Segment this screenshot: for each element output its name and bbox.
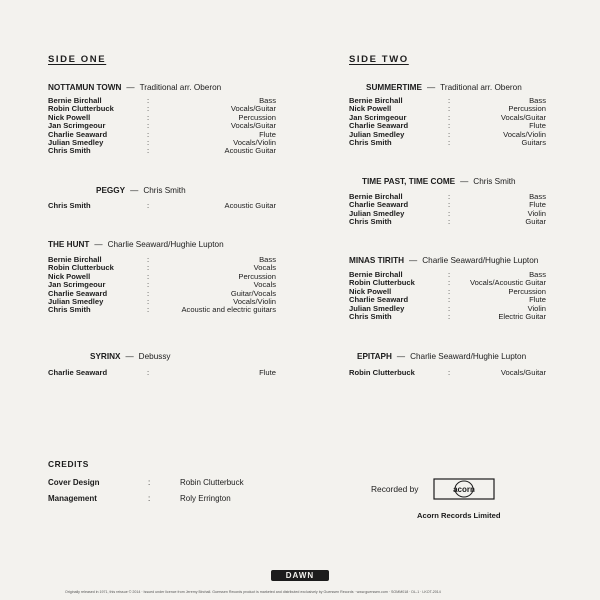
musician-name: Chris Smith bbox=[349, 137, 392, 147]
credit-row bbox=[48, 478, 268, 488]
side-two-heading: SIDE TWO bbox=[349, 54, 409, 65]
colon-separator: : bbox=[148, 478, 151, 487]
colon-separator: : bbox=[448, 112, 451, 122]
colon-separator: : bbox=[448, 278, 451, 288]
instrument: Bass bbox=[529, 270, 546, 279]
colon-separator: : bbox=[448, 217, 451, 227]
musician-name: Chris Smith bbox=[48, 201, 91, 210]
colon-separator: : bbox=[147, 255, 150, 264]
instrument: Vocals bbox=[253, 263, 276, 273]
colon-separator: : bbox=[448, 129, 451, 139]
colon-separator: : bbox=[147, 104, 150, 114]
song-credit: Charlie Seaward/Hughie Lupton bbox=[410, 352, 527, 361]
dawn-label-logo: DAWN bbox=[271, 570, 329, 581]
musician-name: Julian Smedley bbox=[349, 129, 405, 139]
colon-separator: : bbox=[147, 368, 150, 377]
instrument: Bass bbox=[529, 96, 546, 105]
instrument: Bass bbox=[259, 255, 276, 264]
song-dash: — bbox=[130, 186, 139, 195]
song-heading bbox=[366, 83, 522, 92]
colon-separator: : bbox=[147, 280, 150, 290]
song-credit: Charlie Seaward/Hughie Lupton bbox=[422, 256, 539, 265]
colon-separator: : bbox=[147, 288, 150, 298]
colon-separator: : bbox=[147, 201, 150, 210]
credit-person: Robin Clutterbuck bbox=[180, 478, 244, 487]
musician-name: Bernie Birchall bbox=[48, 255, 102, 264]
song-title: EPITAPH bbox=[357, 352, 392, 361]
personnel-row bbox=[349, 313, 559, 321]
colon-separator: : bbox=[448, 200, 451, 210]
colon-separator: : bbox=[448, 137, 451, 147]
song-dash: — bbox=[396, 352, 406, 361]
colon-separator: : bbox=[147, 146, 150, 156]
instrument: Bass bbox=[259, 96, 276, 105]
acorn-logo-text: acorn bbox=[453, 485, 475, 494]
song-dash: — bbox=[125, 352, 134, 361]
musician-name: Nick Powell bbox=[48, 271, 91, 281]
colon-separator: : bbox=[448, 104, 451, 114]
musician-name: Chris Smith bbox=[349, 217, 392, 227]
song-credit: Debussy bbox=[138, 352, 171, 361]
instrument: Guitar/Vocals bbox=[230, 288, 276, 298]
musician-name: Julian Smedley bbox=[48, 296, 104, 306]
musician-name: Charlie Seaward bbox=[349, 200, 409, 210]
credit-person: Roly Errington bbox=[180, 494, 231, 503]
colon-separator: : bbox=[147, 271, 150, 281]
song-title: PEGGY bbox=[96, 186, 126, 195]
instrument: Vocals/Guitar bbox=[230, 104, 276, 114]
musician-name: Chris Smith bbox=[349, 311, 392, 321]
instrument: Vocals/Guitar bbox=[500, 112, 546, 122]
musician-name: Charlie Seaward bbox=[349, 295, 409, 305]
personnel-row bbox=[48, 306, 278, 323]
personnel-list bbox=[349, 193, 559, 227]
instrument: Acoustic and electric guitars bbox=[181, 305, 276, 315]
song-credit: Chris Smith bbox=[473, 177, 516, 186]
musician-name: Charlie Seaward bbox=[349, 121, 409, 131]
musician-name: Robin Clutterbuck bbox=[349, 278, 415, 288]
colon-separator: : bbox=[147, 137, 150, 147]
instrument: Violin bbox=[527, 303, 546, 313]
musician-name: Jan Scrimgeour bbox=[349, 112, 407, 122]
instrument: Flute bbox=[529, 200, 546, 210]
song-title: TIME PAST, TIME COME bbox=[362, 177, 456, 186]
song-credit: Traditional arr. Oberon bbox=[139, 83, 222, 92]
colon-separator: : bbox=[448, 286, 451, 296]
colon-separator: : bbox=[148, 494, 151, 503]
colon-separator: : bbox=[147, 96, 150, 105]
personnel-list bbox=[349, 369, 559, 377]
song-heading bbox=[48, 83, 221, 92]
colon-separator: : bbox=[147, 296, 150, 306]
colon-separator: : bbox=[448, 368, 451, 377]
song-credit: Traditional arr. Oberon bbox=[440, 83, 522, 92]
colon-separator: : bbox=[448, 311, 451, 321]
instrument: Percussion bbox=[508, 104, 546, 114]
musician-name: Julian Smedley bbox=[349, 303, 405, 313]
colon-separator: : bbox=[448, 270, 451, 279]
instrument: Bass bbox=[529, 192, 546, 201]
musician-name: Robin Clutterbuck bbox=[48, 263, 114, 273]
instrument: Percussion bbox=[238, 271, 276, 281]
instrument: Vocals/Violin bbox=[233, 137, 276, 147]
instrument: Vocals bbox=[253, 280, 276, 290]
colon-separator: : bbox=[147, 305, 150, 315]
credit-row bbox=[48, 494, 268, 504]
song-title: SUMMERTIME bbox=[366, 83, 422, 92]
song-dash: — bbox=[126, 83, 135, 92]
colon-separator: : bbox=[147, 129, 150, 139]
musician-name: Robin Clutterbuck bbox=[48, 104, 114, 114]
colon-separator: : bbox=[448, 208, 451, 218]
song-title: SYRINX bbox=[90, 352, 121, 361]
instrument: Vocals/Guitar bbox=[500, 368, 546, 377]
personnel-list bbox=[48, 256, 278, 323]
instrument: Flute bbox=[259, 129, 276, 139]
personnel-row bbox=[48, 202, 278, 210]
footer-fine-print: Originally released in 1971, this reissue © 2014 · Issued under licence from Jeremy Birchall. Guerssen Records product is marketed and distributed exclusively by Guerssen Records · www.guerssen.com · SOMM018 · DL-1 · LKOT-2014 bbox=[65, 590, 441, 594]
side-one-heading: SIDE ONE bbox=[48, 54, 107, 65]
instrument: Violin bbox=[527, 208, 546, 218]
musician-name: Charlie Seaward bbox=[48, 368, 108, 377]
song-dash: — bbox=[426, 83, 436, 92]
musician-name: Jan Scrimgeour bbox=[48, 121, 106, 131]
musician-name: Charlie Seaward bbox=[48, 129, 108, 139]
musician-name: Bernie Birchall bbox=[48, 96, 102, 105]
colon-separator: : bbox=[448, 295, 451, 305]
instrument: Flute bbox=[529, 295, 546, 305]
personnel-row bbox=[349, 139, 559, 147]
instrument: Flute bbox=[529, 121, 546, 131]
acorn-records-name: Acorn Records Limited bbox=[417, 511, 501, 520]
personnel-row bbox=[48, 369, 278, 377]
instrument: Acoustic Guitar bbox=[224, 201, 276, 210]
song-title: NOTTAMUN TOWN bbox=[48, 83, 122, 92]
personnel-list bbox=[349, 271, 559, 321]
acorn-logo bbox=[433, 478, 495, 500]
musician-name: Nick Powell bbox=[349, 104, 392, 114]
musician-name: Bernie Birchall bbox=[349, 192, 403, 201]
song-heading bbox=[357, 352, 526, 361]
colon-separator: : bbox=[147, 263, 150, 273]
instrument: Flute bbox=[259, 368, 276, 377]
song-dash: — bbox=[409, 256, 418, 265]
song-title: MINAS TIRITH bbox=[349, 256, 405, 265]
instrument: Guitars bbox=[521, 137, 546, 147]
song-credit: Charlie Seaward/Hughie Lupton bbox=[107, 240, 224, 249]
instrument: Electric Guitar bbox=[498, 311, 546, 321]
song-dash: — bbox=[460, 177, 469, 186]
personnel-list bbox=[48, 97, 278, 156]
musician-name: Julian Smedley bbox=[349, 208, 405, 218]
instrument: Percussion bbox=[238, 112, 276, 122]
musician-name: Jan Scrimgeour bbox=[48, 280, 106, 290]
credits-heading: CREDITS bbox=[48, 459, 89, 469]
colon-separator: : bbox=[448, 121, 451, 131]
instrument: Vocals/Guitar bbox=[230, 121, 276, 131]
personnel-row bbox=[48, 147, 278, 155]
colon-separator: : bbox=[147, 121, 150, 131]
colon-separator: : bbox=[448, 96, 451, 105]
musician-name: Julian Smedley bbox=[48, 137, 104, 147]
colon-separator: : bbox=[448, 192, 451, 201]
instrument: Vocals/Acoustic Guitar bbox=[470, 278, 546, 288]
musician-name: Charlie Seaward bbox=[48, 288, 108, 298]
song-heading bbox=[96, 186, 186, 195]
personnel-list bbox=[349, 97, 559, 147]
musician-name: Chris Smith bbox=[48, 305, 91, 315]
musician-name: Nick Powell bbox=[349, 286, 392, 296]
instrument: Percussion bbox=[508, 286, 546, 296]
personnel-row bbox=[349, 218, 559, 226]
musician-name: Robin Clutterbuck bbox=[349, 368, 415, 377]
colon-separator: : bbox=[147, 112, 150, 122]
instrument: Vocals/Violin bbox=[503, 129, 546, 139]
instrument: Vocals/Violin bbox=[233, 296, 276, 306]
song-heading bbox=[90, 352, 171, 361]
instrument: Guitar bbox=[525, 217, 546, 227]
song-heading bbox=[362, 177, 516, 186]
song-title: THE HUNT bbox=[48, 240, 90, 249]
song-credit: Chris Smith bbox=[143, 186, 186, 195]
musician-name: Bernie Birchall bbox=[349, 270, 403, 279]
musician-name: Nick Powell bbox=[48, 112, 91, 122]
credit-role: Cover Design bbox=[48, 478, 100, 487]
song-heading bbox=[48, 240, 224, 249]
song-heading bbox=[349, 256, 538, 265]
personnel-row bbox=[349, 369, 559, 377]
musician-name: Bernie Birchall bbox=[349, 96, 403, 105]
recorded-by-label: Recorded by bbox=[371, 484, 419, 494]
musician-name: Chris Smith bbox=[48, 146, 91, 156]
colon-separator: : bbox=[448, 303, 451, 313]
personnel-list bbox=[48, 369, 278, 377]
song-dash: — bbox=[94, 240, 103, 249]
instrument: Acoustic Guitar bbox=[224, 146, 276, 156]
credit-role: Management bbox=[48, 494, 97, 503]
personnel-list bbox=[48, 202, 278, 210]
